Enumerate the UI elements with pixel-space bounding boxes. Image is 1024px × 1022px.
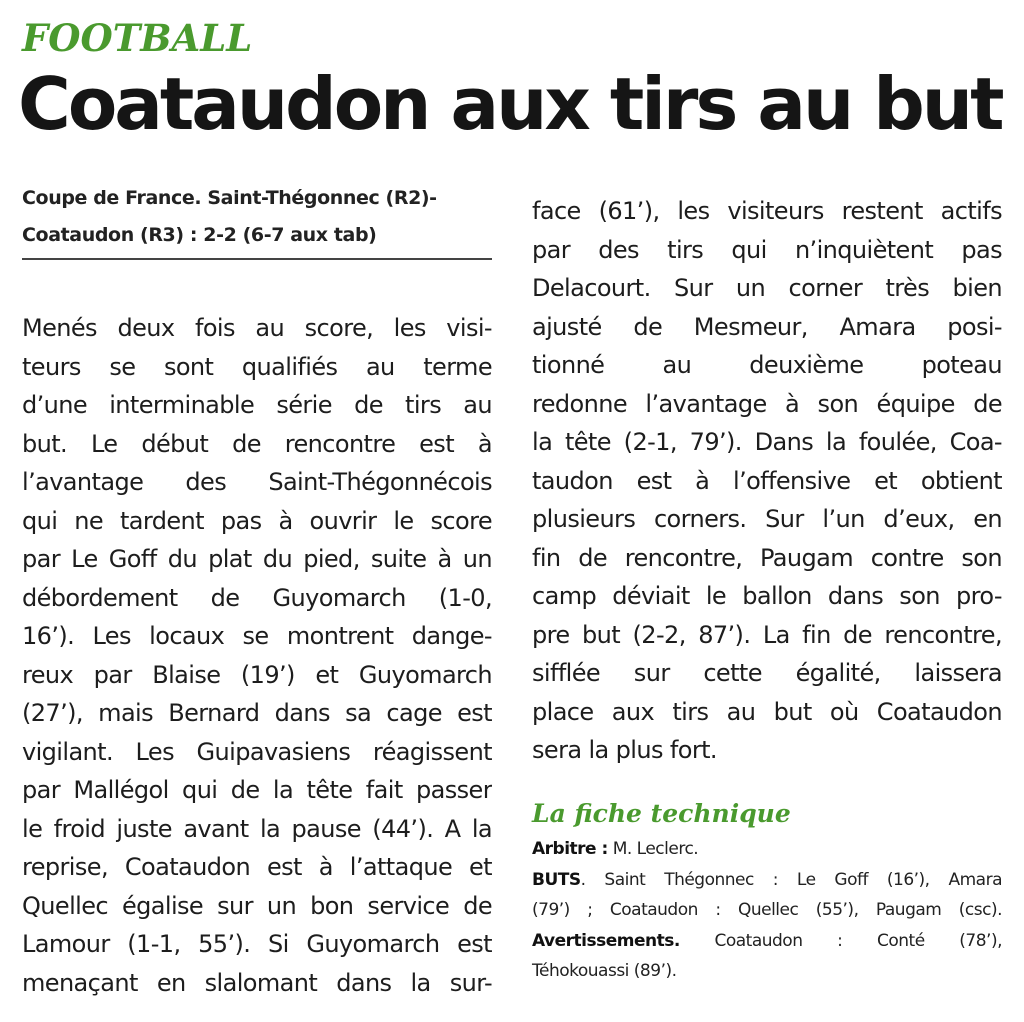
fiche-title: La fiche technique — [532, 799, 791, 828]
body-line: Quellec égalise sur un bon service de — [22, 891, 492, 920]
body-line: plusieurs corners. Sur l’un d’eux, en — [532, 505, 1002, 533]
fiche-buts-line — [532, 895, 1002, 926]
subhead-line: Coupe de France. Saint-Thégonnec (R2)- — [22, 187, 437, 209]
fiche-arbitre — [532, 834, 1002, 865]
body-line: 16’). Les locaux se montrent dange- — [22, 622, 492, 650]
fiche-buts-line — [532, 865, 1002, 896]
fiche-avert-line — [532, 926, 1002, 957]
subhead — [22, 180, 492, 260]
body-line: d’une interminable série de tirs au — [22, 391, 492, 419]
body-line: sifflée sur cette égalité, laissera — [532, 659, 1002, 687]
body-line: pre but (2-2, 87’). La fin de rencontre, — [532, 620, 1002, 649]
body-line: reprise, Coataudon est à l’attaque et — [22, 853, 492, 881]
body-line: place aux tirs au but où Coataudon — [532, 697, 1002, 726]
fiche-arbitre-value: M. Leclerc. — [612, 839, 699, 859]
fiche-avert-label: Avertissements. — [532, 930, 680, 951]
body-line: l’avantage des Saint-Thégonnécois — [22, 468, 492, 496]
body-line: sera la plus fort. — [532, 736, 717, 764]
body-line: (27’), mais Bernard dans sa cage est — [22, 699, 492, 727]
body-line: le froid juste avant la pause (44’). A la — [22, 814, 492, 843]
rubric-label: FOOTBALL — [22, 16, 253, 60]
body-line: la tête (2-1, 79’). Dans la foulée, Coa- — [532, 428, 1002, 456]
body-text-left — [22, 309, 492, 1002]
body-line: teurs se sont qualifiés au terme — [22, 352, 492, 381]
body-line: débordement de Guyomarch (1-0, — [22, 583, 492, 612]
subhead-line: Coataudon (R3) : 2-2 (6-7 aux tab) — [22, 224, 377, 246]
body-line: vigilant. Les Guipavasiens réagissent — [22, 737, 492, 766]
body-line: Menés deux fois au score, les visi- — [22, 314, 492, 342]
fiche-arbitre-label: Arbitre : — [532, 839, 608, 859]
body-line: ajusté de Mesmeur, Amara posi- — [532, 312, 1002, 341]
body-line: par des tirs qui n’inquiètent pas — [532, 235, 1002, 264]
body-line: tionné au deuxième poteau — [532, 351, 1002, 379]
fiche-buts-label: BUTS — [532, 869, 581, 890]
body-line: redonne l’avantage à son équipe de — [532, 389, 1002, 418]
fiche-avert-text: Téhokouassi (89’). — [532, 961, 677, 981]
fiche-technique — [532, 834, 1002, 987]
fiche-avert-text: Coataudon : Conté (78’), — [714, 930, 1002, 951]
body-line: but. Le début de rencontre est à — [22, 429, 492, 458]
body-line: camp déviait le ballon dans son pro- — [532, 582, 1002, 610]
body-text-right — [532, 192, 1002, 770]
body-line: face (61’), les visiteurs restent actifs — [532, 197, 1002, 225]
body-line: menaçant en slalomant dans la sur- — [22, 968, 492, 997]
fiche-buts-text: . Saint Thégonnec : Le Goff (16’), Amara — [580, 869, 1002, 890]
fiche-avert-line — [532, 956, 1002, 987]
headline: Coataudon aux tirs au but — [18, 62, 1002, 146]
body-line: Delacourt. Sur un corner très bien — [532, 274, 1002, 302]
body-line: taudon est à l’offensive et obtient — [532, 466, 1002, 495]
body-line: qui ne tardent pas à ouvrir le score — [22, 506, 492, 535]
body-line: reux par Blaise (19’) et Guyomarch — [22, 660, 492, 689]
fiche-buts-text: (79’) ; Coataudon : Quellec (55’), Paugam (csc). — [532, 900, 1002, 920]
body-line: par Mallégol qui de la tête fait passer — [22, 776, 492, 804]
body-line: Lamour (1-1, 55’). Si Guyomarch est — [22, 930, 492, 958]
body-line: par Le Goff du plat du pied, suite à un — [22, 545, 492, 573]
body-line: fin de rencontre, Paugam contre son — [532, 543, 1002, 572]
